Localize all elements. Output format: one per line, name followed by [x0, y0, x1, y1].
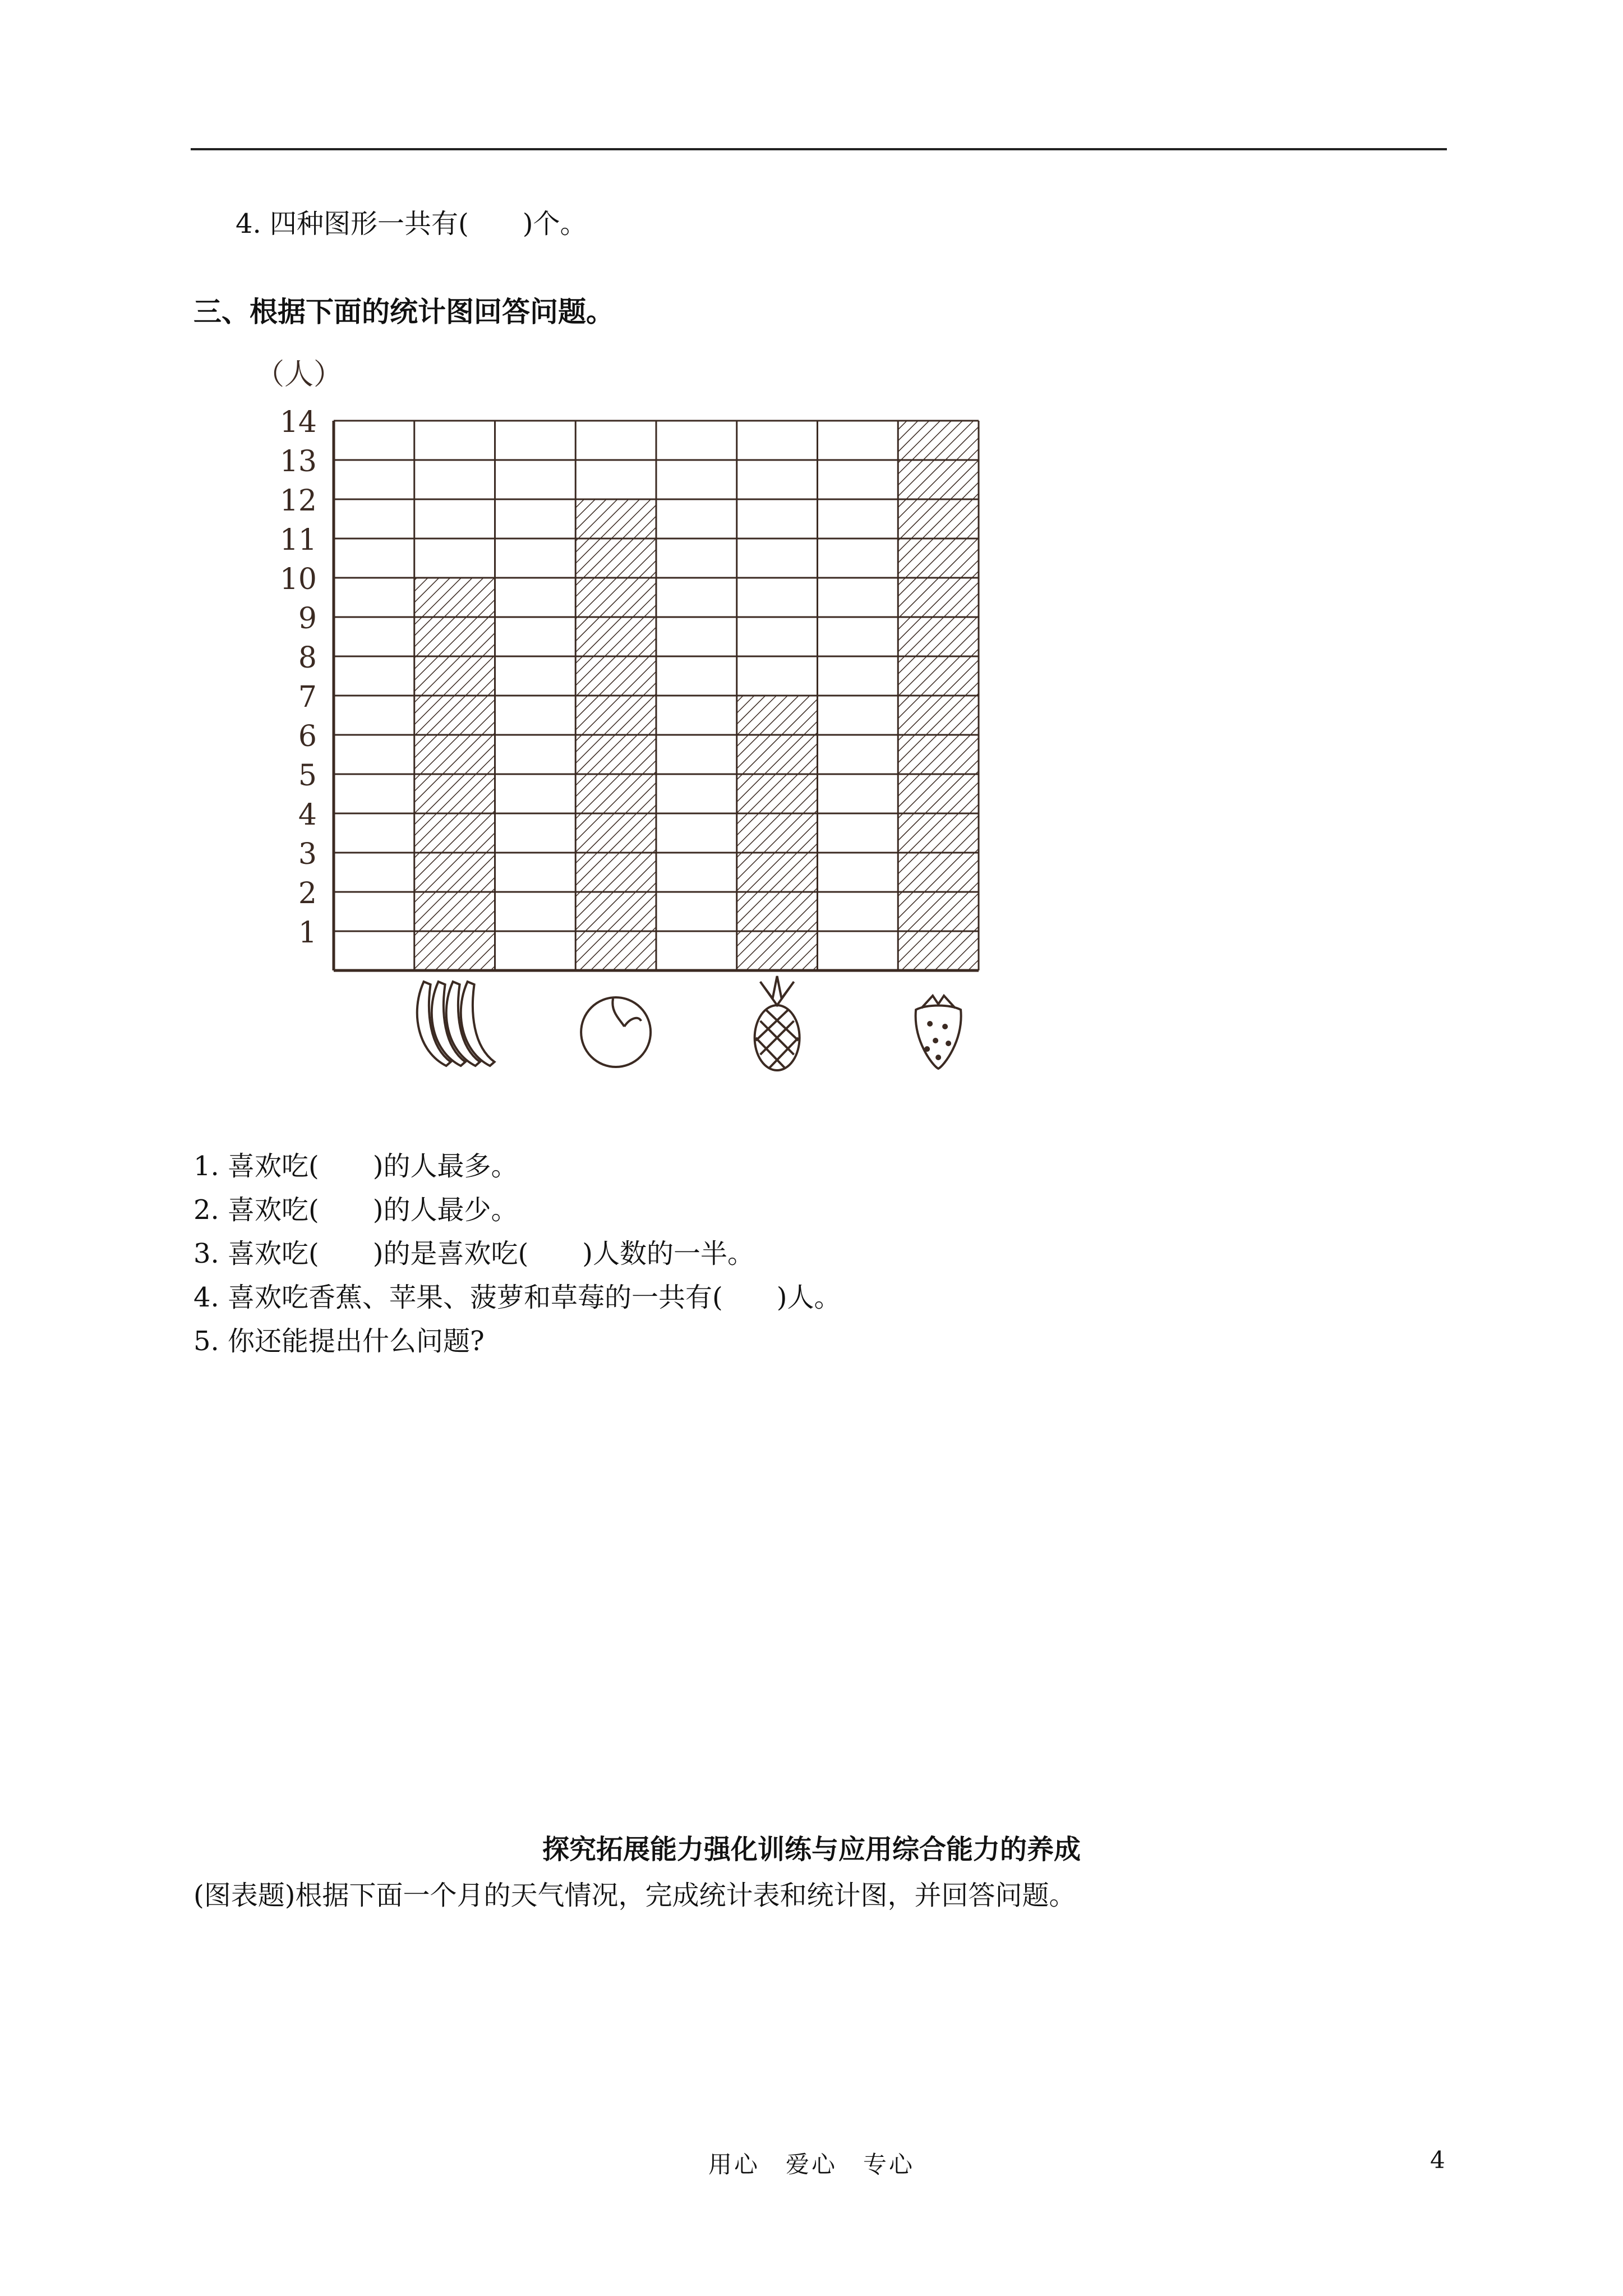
apple-icon	[581, 997, 651, 1067]
y-tick-label: 9	[298, 602, 317, 636]
question-4: 4. 喜欢吃香蕉、苹果、菠萝和草莓的一共有( )人。	[193, 1282, 841, 1313]
category-icons	[417, 976, 961, 1070]
y-tick-label: 3	[298, 838, 317, 871]
question-2: 2. 喜欢吃( )的人最少。	[193, 1194, 518, 1226]
previous-question: 4. 四种图形一共有( )个。	[236, 208, 587, 240]
question-3: 3. 喜欢吃( )的是喜欢吃( )人数的一半。	[193, 1238, 754, 1269]
pineapple-icon	[755, 976, 800, 1070]
y-tick-labels	[280, 406, 317, 950]
y-tick-label: 7	[298, 680, 317, 714]
y-tick-label: 13	[279, 445, 317, 478]
y-tick-label: 14	[279, 406, 317, 439]
y-tick-label: 10	[279, 563, 317, 596]
y-tick-label: 12	[279, 484, 317, 518]
banana-icon	[417, 982, 495, 1066]
question-5: 5. 你还能提出什么问题?	[193, 1326, 485, 1357]
y-tick-label: 11	[279, 523, 317, 557]
y-tick-label: 2	[298, 877, 317, 910]
y-axis-label: （人）	[255, 358, 343, 392]
section-title: 三、根据下面的统计图回答问题。	[193, 296, 614, 328]
y-tick-label: 5	[298, 759, 317, 793]
page-number: 4	[1430, 2146, 1445, 2174]
y-tick-label: 4	[298, 798, 317, 832]
bar-pineapple	[737, 696, 818, 970]
y-tick-label: 1	[298, 916, 317, 950]
y-tick-label: 6	[298, 720, 317, 753]
question-1: 1. 喜欢吃( )的人最多。	[193, 1151, 518, 1182]
strawberry-icon	[916, 996, 961, 1069]
footer-text: 用心 爱心 专心	[708, 2151, 915, 2178]
bar-chart	[224, 337, 1133, 1088]
header-rule	[191, 148, 1447, 150]
extension-heading: 探究拓展能力强化训练与应用综合能力的养成	[542, 1834, 1081, 1865]
bar-chart-svg	[224, 337, 1133, 1088]
y-tick-label: 8	[298, 641, 317, 675]
extension-task: (图表题)根据下面一个月的天气情况，完成统计表和统计图，并回答问题。	[193, 1880, 1076, 1911]
